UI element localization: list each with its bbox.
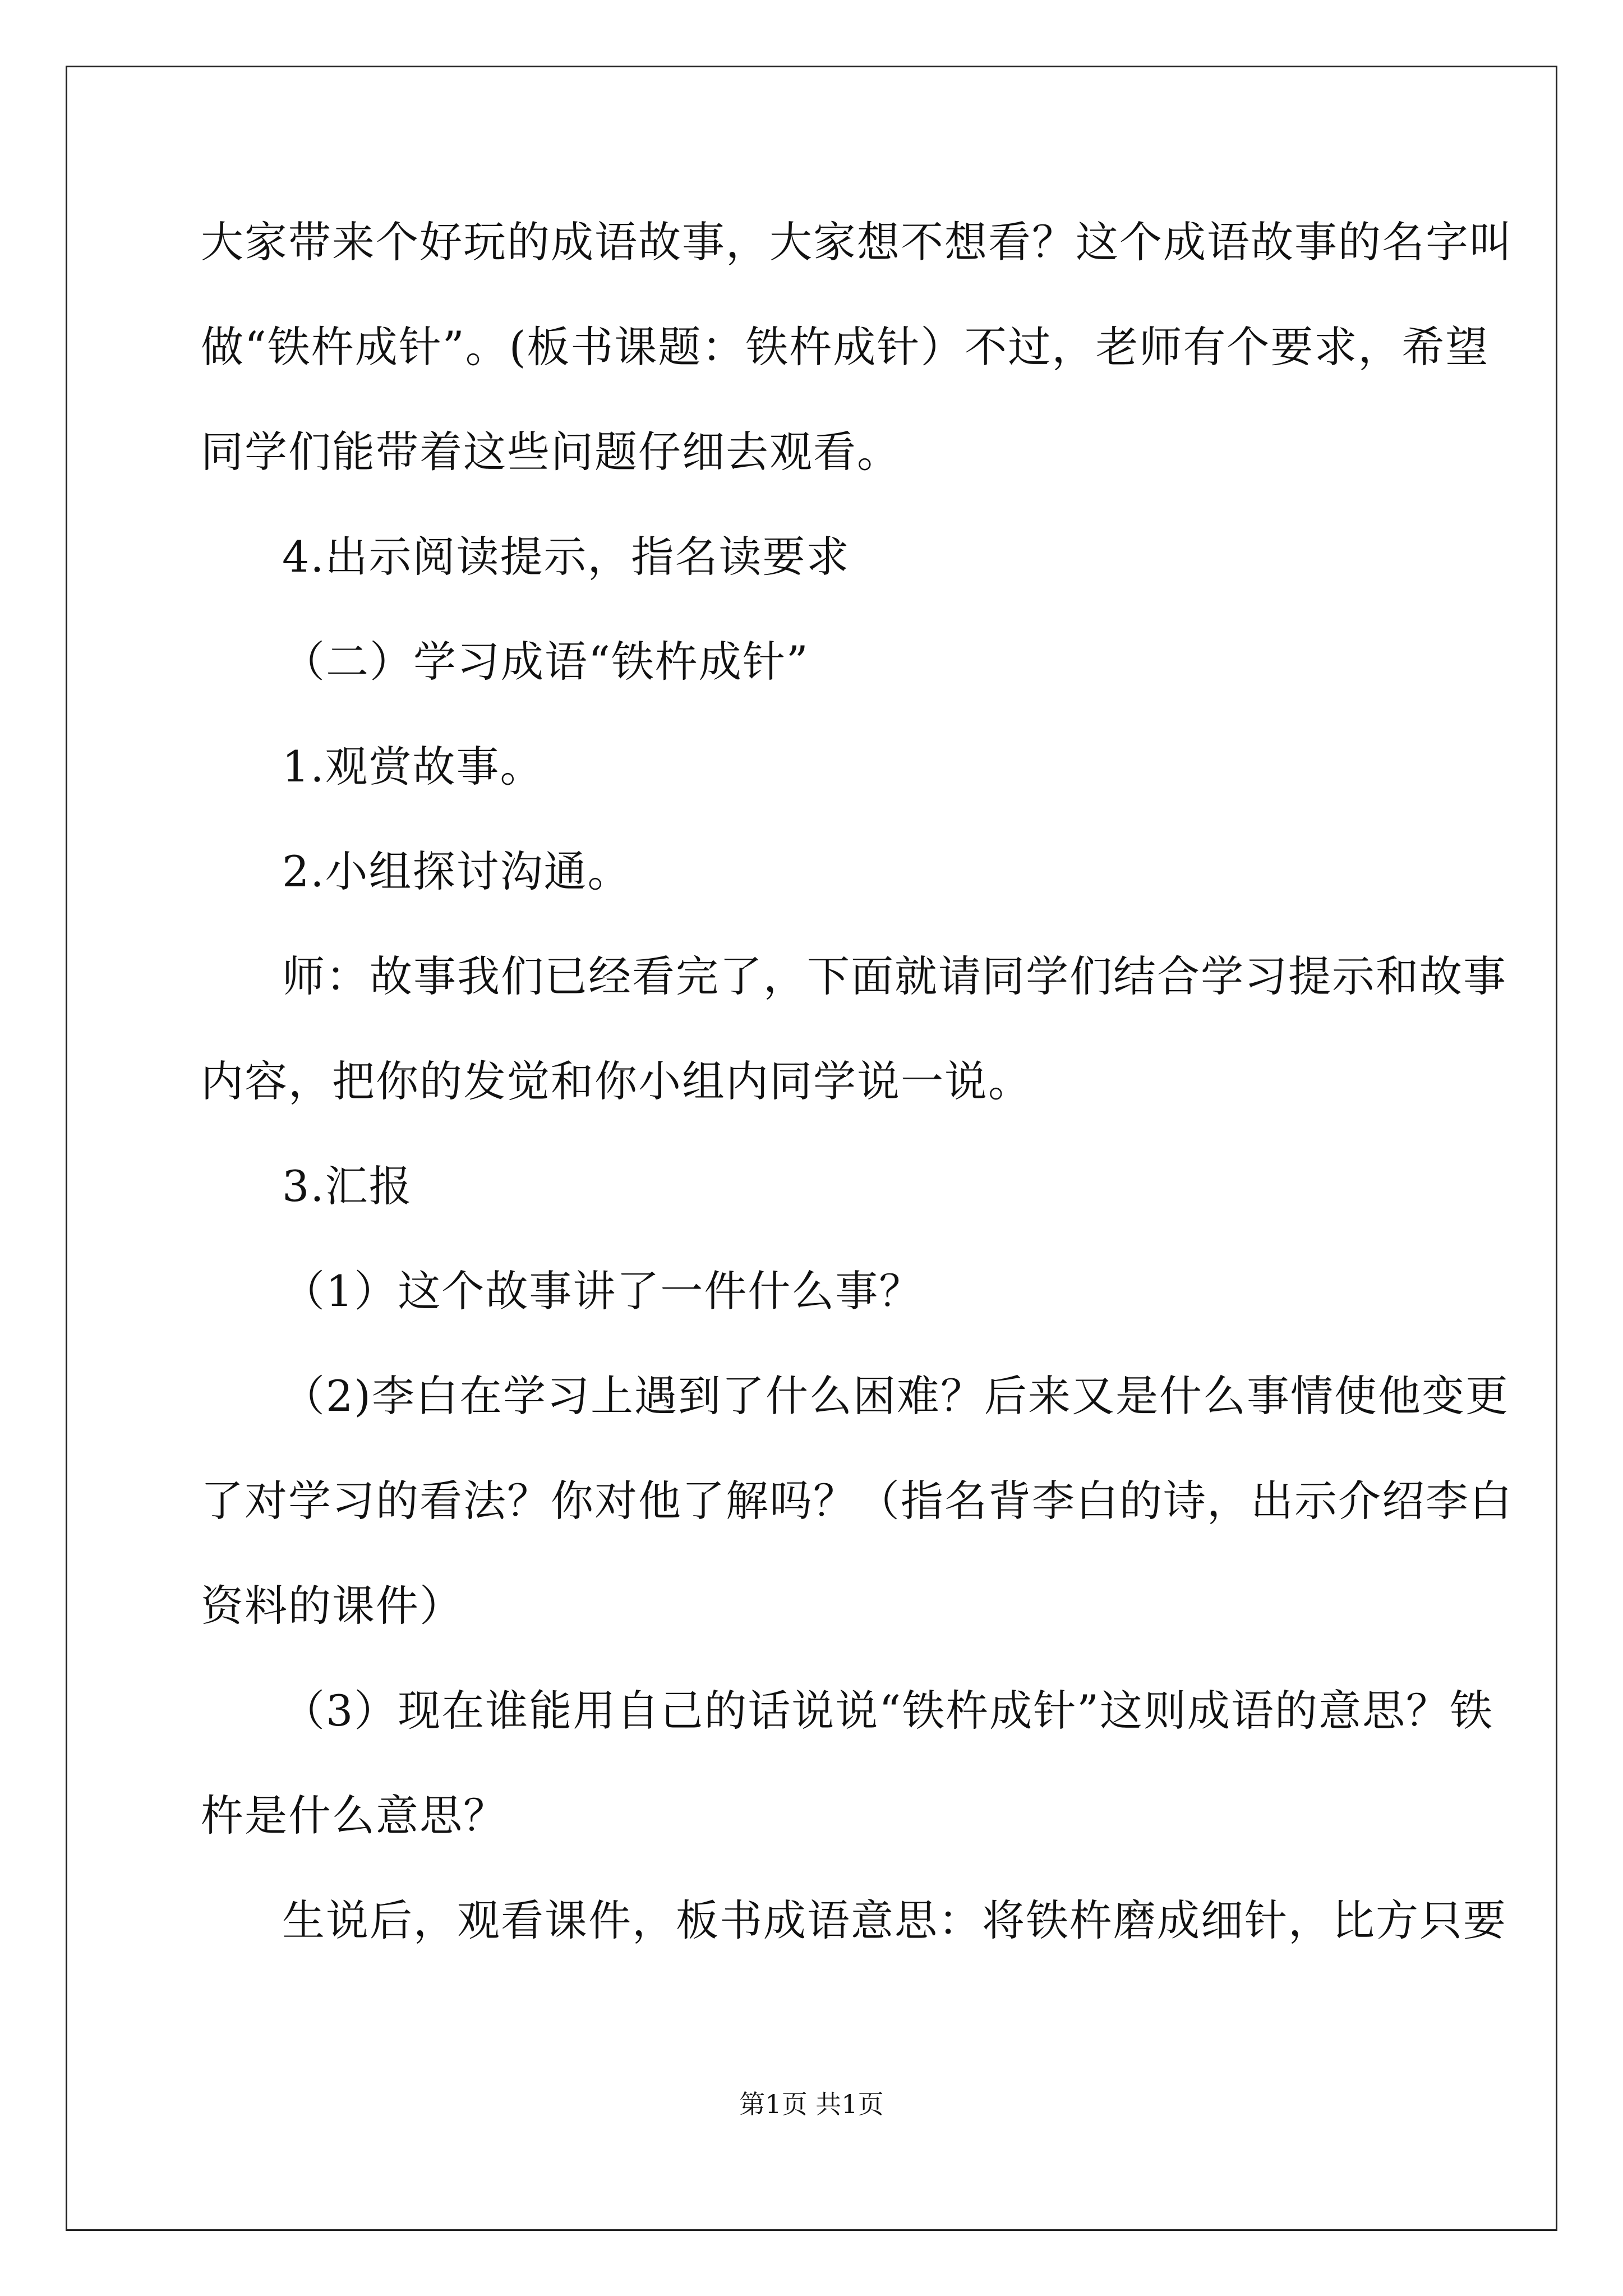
text-line: 同学们能带着这些问题仔细去观看。 bbox=[201, 427, 901, 477]
text-line: 大家带来个好玩的成语故事，大家想不想看？这个成语故事的名字叫 bbox=[201, 217, 1513, 267]
text-line: 了对学习的看法？你对他了解吗？（指名背李白的诗，出示介绍李白 bbox=[201, 1476, 1513, 1526]
text-line: 3.汇报 bbox=[282, 1161, 413, 1211]
text-line: 生说后，观看课件，板书成语意思：将铁杵磨成细针，比方只要 bbox=[282, 1895, 1507, 1945]
text-line: 2.小组探讨沟通。 bbox=[282, 846, 631, 896]
text-line: 4.出示阅读提示，指名读要求 bbox=[282, 532, 850, 582]
text-line: 杵是什么意思？ bbox=[201, 1791, 507, 1841]
text-line: （3）现在谁能用自己的话说说“铁杵成针”这则成语的意思？铁 bbox=[282, 1686, 1494, 1736]
text-line: 师：故事我们已经看完了，下面就请同学们结合学习提示和故事 bbox=[282, 951, 1507, 1001]
text-line: （1）这个故事讲了一件什么事？ bbox=[282, 1266, 923, 1316]
text-line: 1.观赏故事。 bbox=[282, 742, 544, 792]
document-body bbox=[201, 214, 1513, 1998]
page-footer: 第1页 共1页 bbox=[739, 2089, 884, 2119]
text-line: 资料的课件） bbox=[201, 1581, 463, 1631]
text-line: 做“铁杵成针”。(板书课题：铁杵成针）不过，老师有个要求，希望 bbox=[201, 322, 1490, 372]
text-line: （2)李白在学习上遇到了什么困难？后来又是什么事情使他变更 bbox=[282, 1371, 1510, 1421]
text-line: 内容，把你的发觉和你小组内同学说一说。 bbox=[201, 1056, 1032, 1106]
section-heading: （二）学习成语“铁杵成针” bbox=[282, 637, 809, 687]
